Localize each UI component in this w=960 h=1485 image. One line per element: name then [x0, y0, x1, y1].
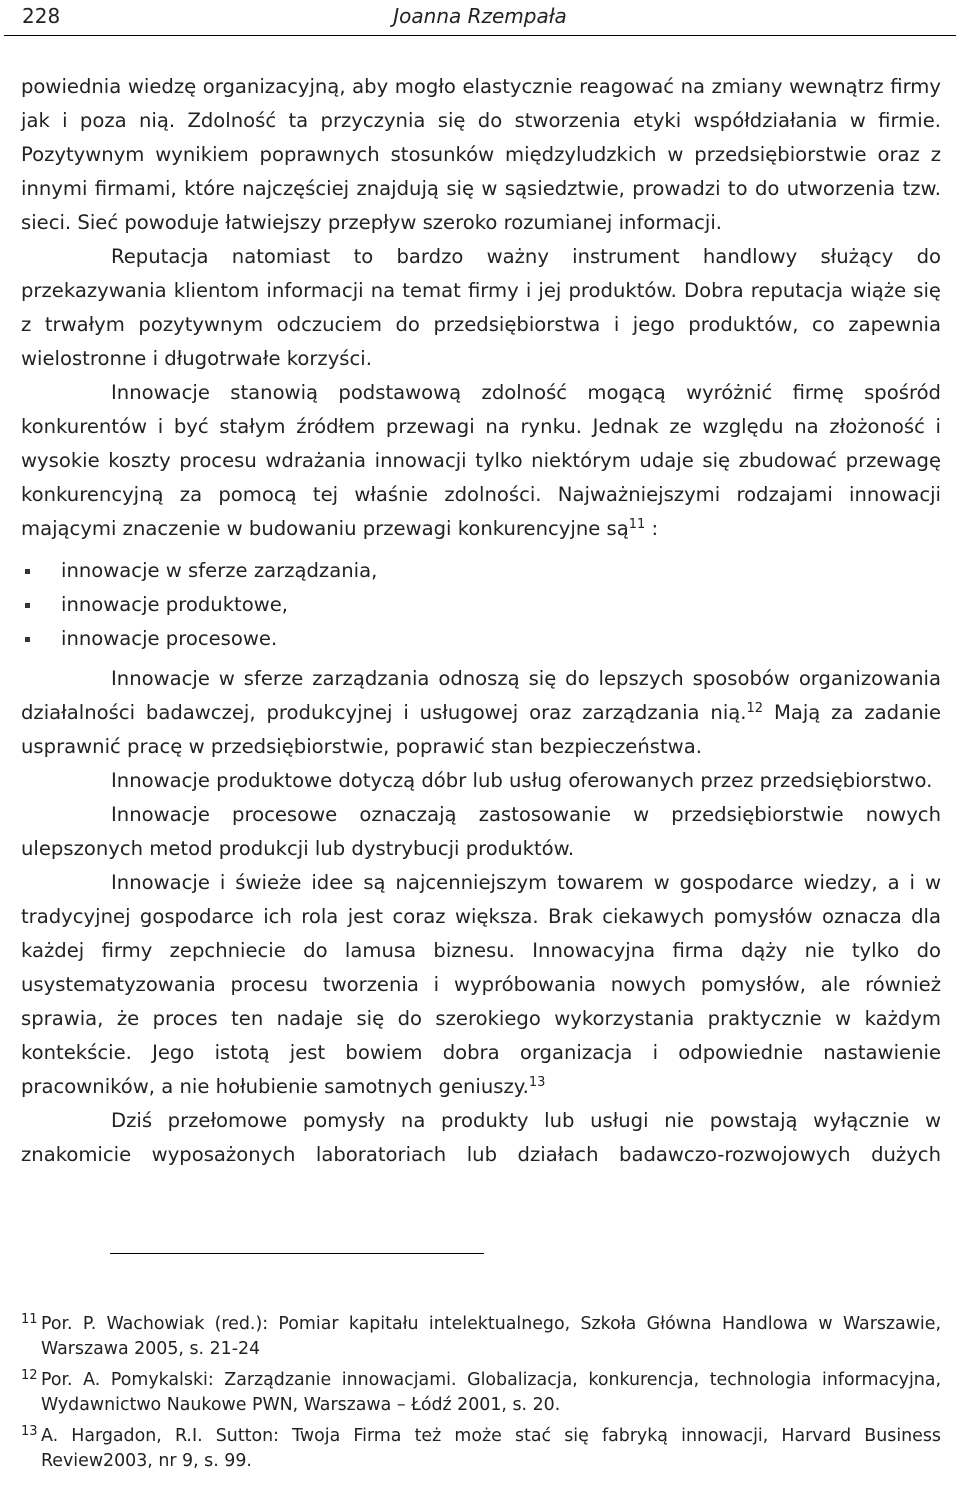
- footnote-ref-11: 11: [628, 517, 646, 532]
- paragraph-4-text-end: Mają za zadanie usprawnić pracę w przedsiębiorstwie, poprawić stan bezpieczeństwa.: [21, 701, 941, 758]
- list-item: [21, 588, 941, 622]
- footnote-number: 11: [21, 1312, 38, 1327]
- paragraph-5: Innowacje produktowe dotyczą dóbr lub usług oferowanych przez przedsiębiorstwo.: [111, 769, 933, 792]
- paragraph-3: [21, 376, 941, 546]
- paragraph-1: powiednia wiedzę organizacyjną, aby mogło elastycznie reagować na zmiany wewnątrz firmy jak i poza nią. Zdolność ta przyczynia się do stworzenia etyki współdziałania w firmie. Pozytywnym wynikiem poprawnych stosunków międzyludzkich w przedsiębiorstwie oraz z innymi firmami, które najczęściej znajdują się w sąsiedztwie, prowadzi to do utworzenia tzw. sieci. Sieć powoduje łatwiejszy przepływ szeroko rozumianej informacji.: [21, 75, 941, 234]
- page-header: [0, 0, 960, 36]
- paragraph-7: [21, 866, 941, 1104]
- page-number: 228: [22, 4, 61, 28]
- header-rule: [4, 35, 956, 36]
- paragraph-4: [21, 662, 941, 764]
- footnote-text: Por. A. Pomykalski: Zarządzanie innowacjami. Globalizacja, konkurencja, technologia informacyjna, Wydawnictwo Naukowe PWN, Warszawa – Łódź 2001, s. 20.: [41, 1370, 941, 1415]
- footnote-text: A. Hargadon, R.I. Sutton: Twoja Firma też może stać się fabryką innowacji, Harvard Business Review2003, nr 9, s. 99.: [41, 1426, 941, 1471]
- list-item: [21, 554, 941, 588]
- footnote-number: 13: [21, 1424, 38, 1439]
- footnote-ref-13: 13: [528, 1075, 546, 1090]
- paragraph-6: Innowacje procesowe oznaczają zastosowanie w przedsiębiorstwie nowych ulepszonych metod produkcji lub dystrybucji produktów.: [21, 803, 941, 860]
- paragraph-8: Dziś przełomowe pomysły na produkty lub usługi nie powstają wyłącznie w znakomicie wyposażonych laboratoriach lub działach badawczo-rozwojowych dużych: [21, 1109, 941, 1166]
- list-item-text: innowacje w sferze zarządzania,: [61, 559, 378, 582]
- bullet-icon: [25, 569, 30, 574]
- paragraph-7-text: Innowacje i świeże idee są najcenniejszym towarem w gospodarce wiedzy, a i w tradycyjnej gospodarce ich rola jest coraz większa. Brak ciekawych pomysłów oznacza dla każdej firmy zepchniecie do lamusa biznesu. Innowacyjna firma dąży nie tylko do usystematyzowania procesu tworzenia i wypróbowania nowych pomysłów, ale również sprawia, że proces ten nadaje się do szerokiego wykorzystania praktycznie w każdym kontekście. Jego istotą jest bowiem dobra organizacja i odpowiednie nastawienie pracowników, a nie hołubienie samotnych geniuszy.: [21, 871, 941, 1098]
- footnote-number: 12: [21, 1368, 38, 1383]
- bullet-icon: [25, 637, 30, 642]
- list-item-text: innowacje procesowe.: [61, 627, 278, 650]
- body-text: [21, 70, 941, 1172]
- innovation-types-list: [21, 554, 941, 656]
- footnote-ref-12: 12: [746, 701, 764, 716]
- paragraph-4-text: Innowacje w sferze zarządzania odnoszą się do lepszych sposobów organizowania działalności badawczej, produkcyjnej i usługowej oraz zarządzania nią.: [21, 667, 941, 724]
- paragraph-3-end: :: [645, 517, 659, 540]
- list-item: [21, 622, 941, 656]
- paragraph-2: Reputacja natomiast to bardzo ważny instrument handlowy służący do przekazywania klientom informacji na temat firmy i jej produktów. Dobra reputacja wiąże się z trwałym pozytywnym odczuciem do przedsiębiorstwa i jego produktów, co zapewnia wielostronne i długotrwałe korzyści.: [21, 245, 941, 370]
- running-head-author: Joanna Rzempała: [393, 4, 567, 28]
- footnotes: [21, 1312, 941, 1480]
- paragraph-3-text: Innowacje stanowią podstawową zdolność mogącą wyróżnić firmę spośród konkurentów i być stałym źródłem przewagi na rynku. Jednak ze względu na złożoność i wysokie koszty procesu wdrażania innowacji tylko niektórym udaje się zbudować przewagę konkurencyjną za pomocą tej właśnie zdolności. Najważniejszymi rodzajami innowacji mającymi znaczenie w budowaniu przewagi konkurencyjne są: [21, 381, 941, 540]
- footnote-separator: [110, 1253, 484, 1254]
- footnote: [21, 1312, 941, 1362]
- bullet-icon: [25, 603, 30, 608]
- list-item-text: innowacje produktowe,: [61, 593, 289, 616]
- footnote: [21, 1424, 941, 1474]
- footnote: [21, 1368, 941, 1418]
- footnote-text: Por. P. Wachowiak (red.): Pomiar kapitału intelektualnego, Szkoła Główna Handlowa w Warszawie, Warszawa 2005, s. 21-24: [41, 1314, 941, 1359]
